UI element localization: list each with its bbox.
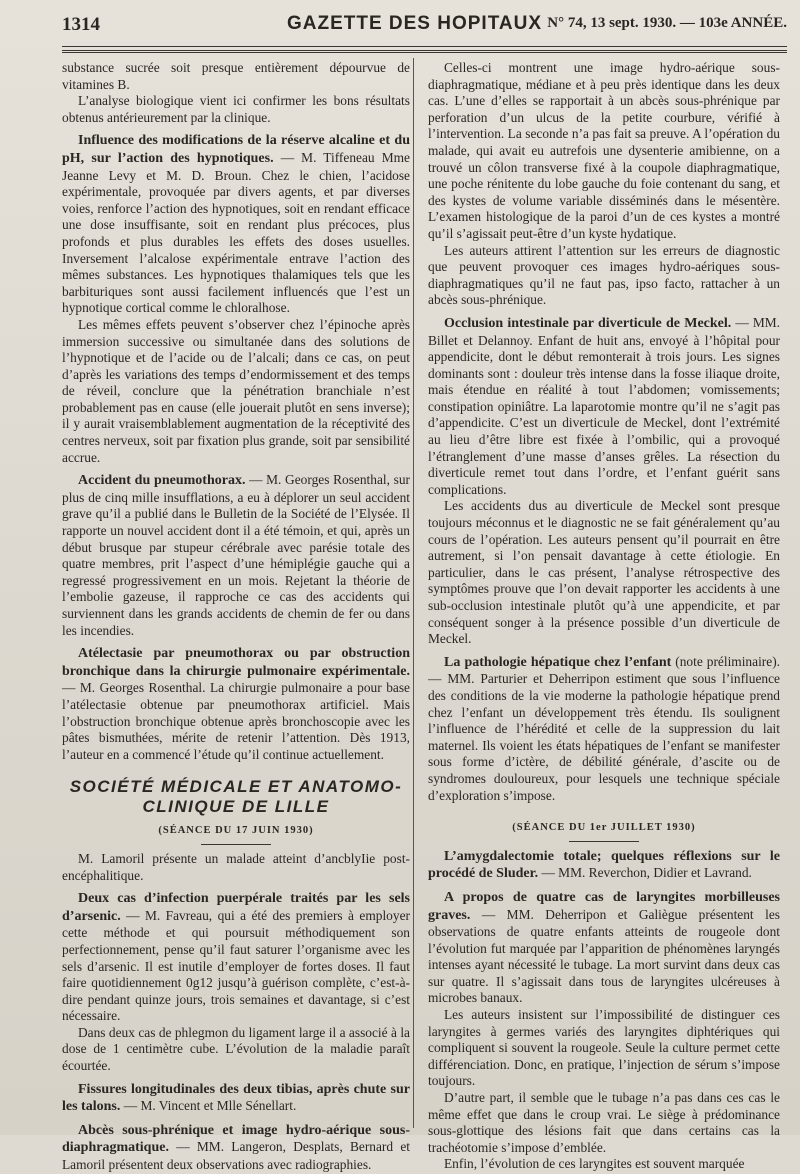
- article-text: Chez le chien, l’acidose expérimentale, provoquée par divers agents, et par diverses voies, renforce l’action des hypnotiques, soit en rendant efficace une dose insuffisante, soit en rendant plus précoces, plus profonds et plus durables les effets des doses usuelles. Inversement l’alcalose expérimentale entrave l’action des mêmes substances. Les hypnotiques thalamiques tels que les barbituriques sont aussi facilement influencés que l’est un hypnotique cortical comme le chloralhose.: [62, 167, 410, 316]
- article-entry: [62, 132, 410, 317]
- right-column: [428, 60, 780, 1173]
- article-title: Deux cas d’infection puerpérale traités par les sels d’arsenic.: [62, 891, 410, 924]
- article-entry: [428, 654, 780, 804]
- header-rule: [62, 46, 787, 47]
- paragraph: L’analyse biologique vient ici confirmer les bons résultats obtenus antérieurement par la clinique.: [62, 93, 410, 125]
- article-authors: — MM. Reverchon, Didier et Lavrand.: [541, 865, 752, 881]
- article-title: Atélectasie par pneumothorax ou par obstruction bronchique dans la chirurgie pulmonaire expérimentale.: [62, 646, 410, 679]
- society-heading: SOCIÉTÉ MÉDICALE ET ANATOMO-CLINIQUE DE LILLE: [69, 777, 403, 817]
- paragraph: Dans deux cas de phlegmon du ligament large il a associé à la dose de 1 centimètre cube. L’évolution de la maladie paraît écourtée.: [62, 1024, 410, 1074]
- article-authors: — MM. Parturier et Deherripon: [428, 671, 610, 687]
- paragraph: Les auteurs attirent l’attention sur les erreurs de diagnostic que peuvent provoquer ces images hydro-aériques sous-diaphragmatiques qu’il ne faut pas, ipso facto, rattacher à un abcès sous-phrénique.: [428, 242, 780, 308]
- column-divider: [413, 58, 414, 1128]
- article-entry: [62, 1122, 410, 1174]
- article-entry: [62, 890, 410, 1025]
- article-title: La pathologie hépatique chez l’enfant: [444, 654, 672, 670]
- article-entry: [62, 645, 410, 763]
- article-authors: — MM. Deherripon et Galiègue: [481, 906, 688, 922]
- article-text: sur plus de cinq mille insufflations, a eu à déplorer un seul accident grave qu’il a publié dans le Bulletin de la Société de l’Elysée. Il rapporte un nouvel accident dont il a été témoin, et qui, après un début brusque par stupeur cérébrale avec parésie totale des quatre membres, prit l’aspect d’une hémiplégie gauche qui a regressé progressivement en un mois. Rejetant la théorie de l’embolie gazeuse, il rapproche ce cas des accidents qui surviennent dans les grands accidents de chemin de fer ou dans les incendies.: [62, 472, 410, 638]
- paragraph: D’autre part, il semble que le tubage n’a pas dans ces cas le même effet que dans le croup vrai. Le siège à prédominance sous-glottique des lésions fait que dans certains cas la trachéotomie s’impose d’emblée.: [428, 1090, 780, 1155]
- article-entry: [428, 889, 780, 1007]
- issue-info: N° 74, 13 sept. 1930. — 103e ANNÉE.: [547, 15, 787, 31]
- article-text: présentent deux observations avec radiographies.: [108, 1157, 372, 1173]
- article-text: qui a été des premiers à employer cette méthode et qui poursuit méthodiquement son perfectionnement, pense qu’il faut saturer l’organisme avec les sels d’arsenic. Il est inutile d’employer de fortes doses. Il faut faire quotidiennement 0g12 jusqu’à guérison complète, c’est-à-dire pendant quinze jours, trois semaines et davantage, si c’est nécessaire.: [62, 907, 410, 1024]
- article-title: L’amygdalectomie totale; quelques réflexions sur le procédé de Sluder.: [428, 848, 780, 882]
- article-authors: — M. Vincent et Mlle Sénellart.: [123, 1098, 297, 1114]
- paragraph: M. Lamoril présente un malade atteint d’ancblyIie post-encéphalitique.: [62, 850, 410, 883]
- header-double-rule: [62, 50, 787, 53]
- article-text: estiment que sous l’influence des conditions de la vie moderne la pathologie hépatique prend chez l’enfant un développement très étendu. Ils soulignent l’influence de l’hérédité et celle de la suppression du lait maternel. Ils voient les états hépatiques de l’enfant se manifester sous forme d’ictère, de débilité générale, d’ascite ou de syndromes douloureux, pour lesquels une technique spéciale d’exploration s’impose.: [428, 671, 780, 803]
- article-title: Occlusion intestinale par diverticule de Meckel.: [444, 315, 732, 331]
- article-entry: [428, 848, 780, 883]
- left-column: [62, 60, 410, 1174]
- article-authors: — MM. Langeron, Desplats, Bernard et Lamoril: [62, 1139, 410, 1173]
- article-title: Abcès sous-phrénique et image hydro-aérique sous-diaphragmatique.: [62, 1122, 410, 1156]
- article-entry: [62, 1081, 410, 1116]
- article-authors: — MM. Billet et Delannoy.: [428, 314, 780, 348]
- article-text: Enfant de huit ans, envoyé à l’hôpital pour appendicite, dont le début remonterait à trois jours. Les signes dominants sont : douleur très intense dans la fosse iliaque droite, mais étendue en réalité à tout l’abdomen; vomissements; constipation opiniâtre. La laparotomie montre qu’il ne s’agit pas d’appendicite. C’est un diverticule de Meckel, dont l’extrémité au lieu d’être libre est fixée à l’ombilic, qui a provoqué l’étranglement d’une masse d’anses grêles. La résection du diverticule remet tout dans l’ordre, et l’enfant guérit sans complications.: [428, 332, 781, 497]
- page-number: 1314: [62, 14, 100, 35]
- session-date: (SÉANCE DU 1er JUILLET 1930): [512, 822, 696, 834]
- page-header: [62, 8, 787, 48]
- paragraph: substance sucrée soit presque entièrement dépourvue de vitamines B.: [62, 60, 410, 92]
- article-authors: — M. Georges Rosenthal.: [62, 680, 206, 696]
- article-title: Accident du pneumothorax.: [78, 473, 246, 489]
- article-note: (note préliminaire).: [675, 653, 780, 669]
- article-title: Influence des modifications de la réserve alcaline et du pH, sur l’action des hypnotiques.: [62, 133, 410, 166]
- article-entry: [428, 315, 780, 499]
- paragraph: Enfin, l’évolution de ces laryngites est souvent marquée: [444, 1156, 745, 1172]
- article-title: Fissures longitudinales des deux tibias, après chute sur les talons.: [62, 1081, 410, 1115]
- article-title: A propos de quatre cas de laryngites morbilleuses graves.: [428, 889, 780, 923]
- article-text: présentent les observations de quatre enfants atteints de rougeole dont l’évolution fut marquée par l’apparition de phénomènes laryngés intenses ayant nécessité le tubage. La mort survint dans deux cas sur quatre. Il s’agissait dans tous de laryngites ulcéreuses à microbes banaux.: [428, 906, 780, 1006]
- session-date: (SÉANCE DU 17 JUIN 1930): [158, 825, 314, 837]
- article-text: La chirurgie pulmonaire a pour base l’atélectasie obtenue par pneumothorax artificiel. Mais l’obstruction bronchique obtenue après bronchoscopie avec les pâtes bismuthées, mérite de retenir l’attention. Dès 1913, l’auteur en a commencé l’étude qu’il continue actuellement.: [62, 680, 410, 762]
- article-entry: [62, 472, 410, 639]
- article-authors: — M. Georges Rosenthal,: [249, 472, 390, 488]
- paragraph: Les accidents dus au diverticule de Meckel sont presque toujours méconnus et le diagnostic ne se fait généralement qu’au cours de l’opération. Les auteurs pensent qu’il pourrait en être autrement, si l’on pensait davantage à cette étiologie. En particulier, dans le cas présent, l’analyse rétrospective des symptômes prouve que l’on devait rapporter les accidents à une sub-occlusion intestinale plutôt qu’à une appendicite, et par conséquent songer à la présence possible d’un diverticule de Meckel.: [428, 498, 780, 647]
- journal-title: GAZETTE DES HOPITAUX: [286, 13, 543, 34]
- article-authors: — M. Tiffeneau Mme Jeanne Levy et M. D. Broun.: [62, 149, 410, 183]
- article-authors: — M. Favreau,: [126, 907, 213, 923]
- paragraph: Les mêmes effets peuvent s’observer chez l’épinoche après immersion successive ou simultanée dans des solutions de l’hypnotique et de l’acide ou de l’alcali; dans ce cas, on peut d’après les variations des temps d’endormissement et des temps de réveil, conclure que la pénétration branchiale n’est probablement pas en cause (elle jouerait plutôt en sens inverse); il y aurait vraisemblablement augmentation de la réceptivité des centres nerveux, soit par fixation plus grande, soit par sensibilité accrue.: [62, 316, 410, 465]
- paragraph: Les auteurs insistent sur l’impossibilité de distinguer ces laryngites à germes variés des laryngites diphtériques qui compliquent si souvent la rougeole. Seule la culture permet cette différenciation. Donc, en pratique, l’injection de sérum s’impose toujours.: [428, 1007, 780, 1089]
- paragraph: Celles-ci montrent une image hydro-aérique sous-diaphragmatique, médiane et à peu près identique dans les deux cas. L’une d’elles se rapportait à un abcès sous-phrénique par perforation d’un ulcus de la petite courbure, vérifié à l’intervention. La seconde n’a pas fait sa preuve. A l’opération du malade, qui avait eu autrefois une dysenterie amibienne, on a trouvé un côlon transverse fixé à la coupole diaphragmatique, une poche rénitente du lobe gauche du foie contenant du sang, et des kystes de volume variable disséminés dans le mésentère. L’examen histologique de la paroi d’un de ces kystes a montré qu’il s’agissait peut-être d’un kyste hydatique.: [428, 60, 780, 241]
